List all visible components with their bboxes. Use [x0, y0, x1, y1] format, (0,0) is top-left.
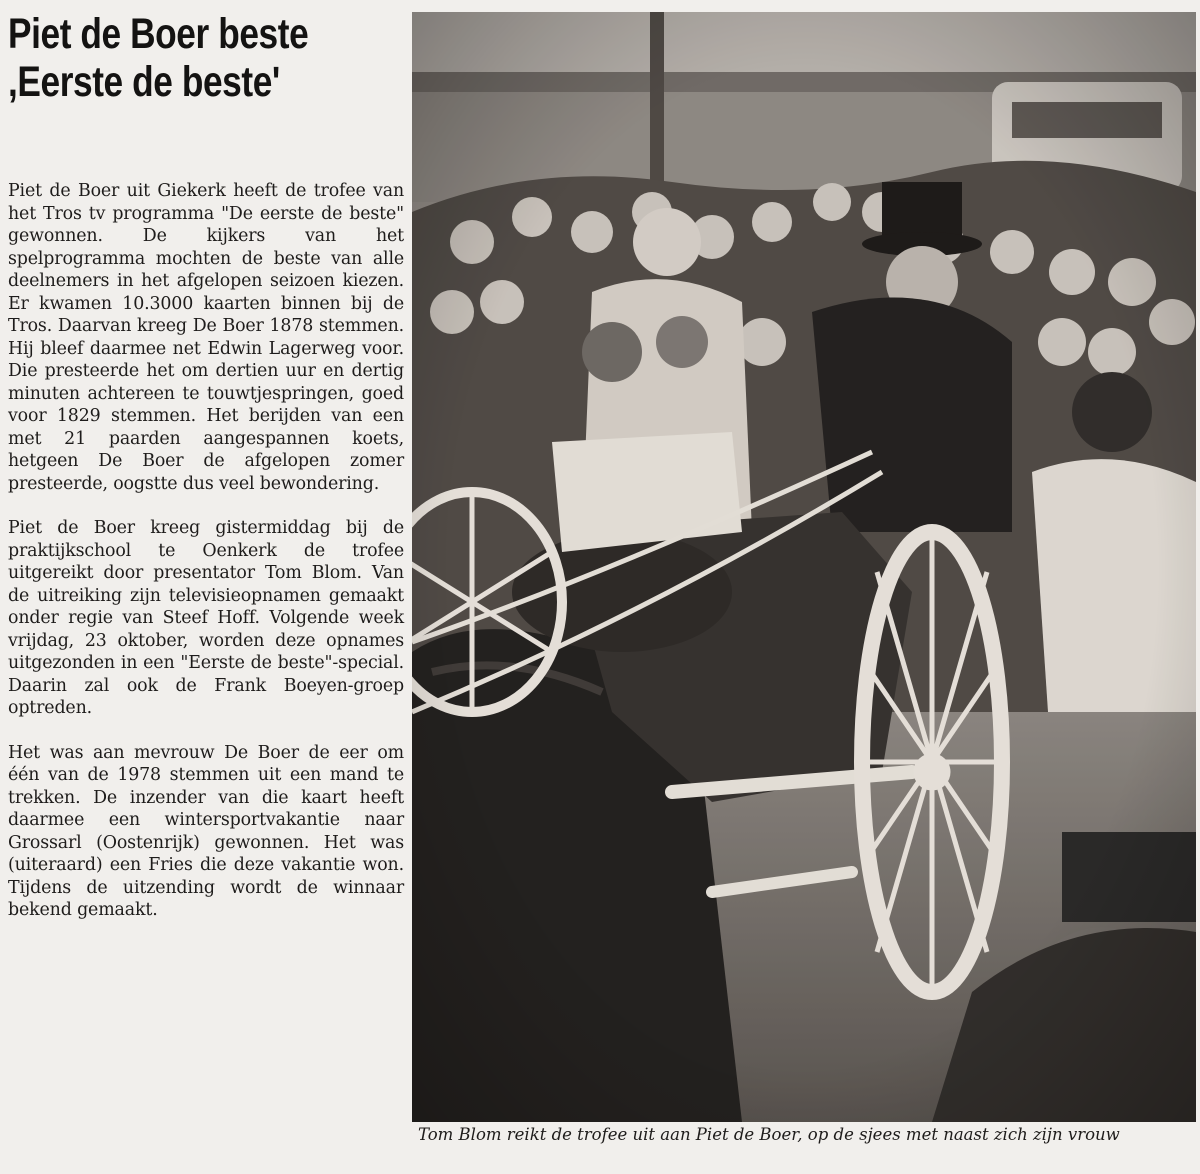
- article-paragraph-1: Piet de Boer uit Giekerk heeft de trofee van het Tros tv programma "De eerste de beste" gewonnen. De kijkers van het spelprogramma mochten de beste van alle deelnemers in het afgelopen seizoen kiezen. Er kwamen 10.3000 kaarten binnen bij de Tros. Daarvan kreeg De Boer 1878 stemmen. Hij bleef daarmee net Edwin Lagerweg voor. Die presteerde het om dertien uur en dertig minuten achtereen te touwtjespringen, goed voor 1829 stemmen. Het berijden van een met 21 paarden aangespannen koets, hetgeen De Boer de afgelopen zomer presteerde, oogstte dus veel bewondering.: [8, 181, 404, 494]
- headline-line-1: Piet de Boer beste: [8, 10, 309, 58]
- headline-line-2: ,Eerste de beste': [8, 58, 280, 106]
- photo-caption: Tom Blom reikt de trofee uit aan Piet de Boer, op de sjees met naast zich zijn vrouw: [418, 1125, 1120, 1144]
- article-body: [8, 180, 404, 944]
- article-column: [8, 10, 408, 1170]
- article-paragraph-2: Piet de Boer kreeg gistermiddag bij de praktijkschool te Oenkerk de trofee uitgereikt door presentator Tom Blom. Van de uitreiking zijn televisieopnamen gemaakt onder regie van Steef Hoff. Volgende week vrijdag, 23 oktober, worden deze opnames uitgezonden in een "Eerste de beste"-special. Daarin zal ook de Frank Boeyen-groep optreden.: [8, 518, 404, 718]
- headline: [8, 10, 336, 106]
- press-photo: [412, 12, 1196, 1122]
- article-paragraph-3: Het was aan mevrouw De Boer de eer om één van de 1978 stemmen uit een mand te trekken. De inzender van die kaart heeft daarmee een wintersportvakantie naar Grossarl (Oostenrijk) gewonnen. Het was (uiteraard) een Fries die deze vakantie won. Tijdens de uitzending wordt de winnaar bekend gemaakt.: [8, 742, 404, 920]
